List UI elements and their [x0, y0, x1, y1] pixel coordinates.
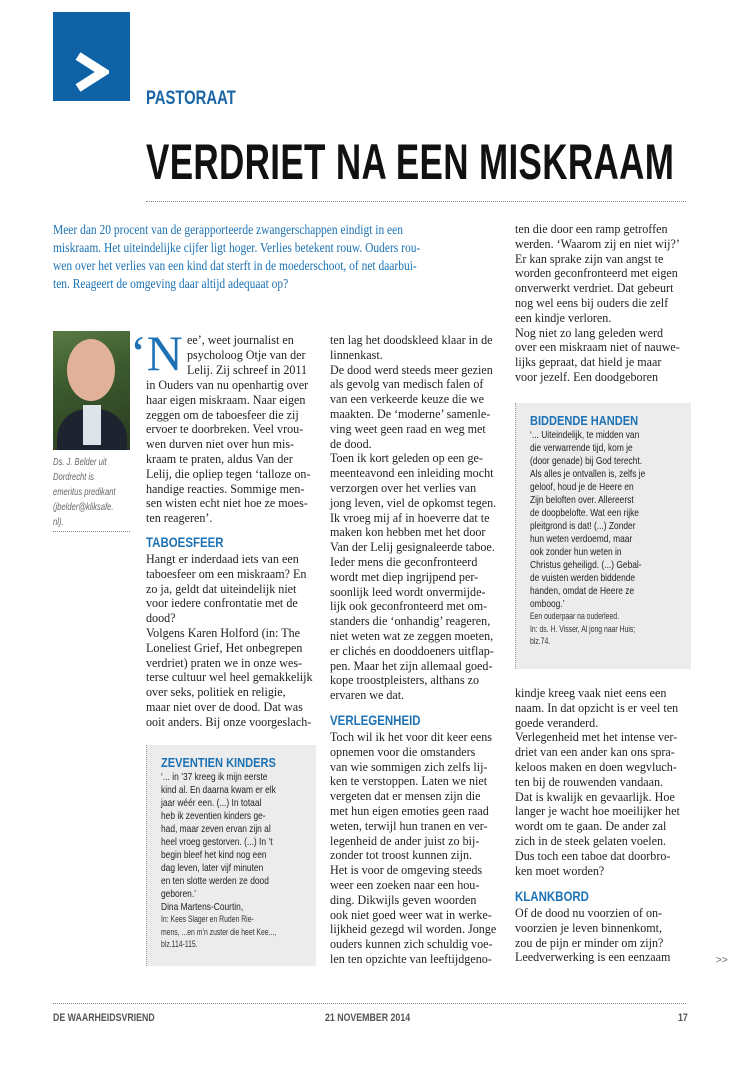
heading-taboesfeer: TABOESFEER [146, 534, 224, 550]
heading-klankbord: KLANKBORD [515, 888, 589, 904]
footer-date: 21 NOVEMBER 2014 [325, 1012, 411, 1024]
article-title: VERDRIET NA EEN MISKRAAM [146, 134, 675, 190]
drop-cap: ‘N [130, 325, 183, 381]
section-logo [53, 12, 130, 101]
intro-text: in Ouders van nu openhartig over haar eigen miskraam. Naar eigen zeggen om de taboesfeer die zij ervoer te doorbreken. Veel vrou- wen durven niet over hun mis- kraam te praten, aldus Van der Lelij, die opliep tegen ‘talloze on- handige reacties. Sommige men- sen wisten echt niet hoe ze moes- ten reageren’. [146, 377, 311, 526]
author-photo [53, 331, 130, 450]
footer-publication: DE WAARHEIDSVRIEND [53, 1012, 155, 1024]
continue-marker: >> [716, 955, 728, 966]
box-heading: BIDDENDE HANDEN [530, 413, 639, 428]
col3-text-2: kindje kreeg vaak niet eens een naam. In dat opzicht is er veel ten goede veranderd. Verlegenheid met het intense ver- driet van een ander kan ons spra- keloos maken en doen wegvluch- ten bij de rouwenden vandaan. Dat is kwalijk en gevaarlijk. Hoe langer je wacht hoe moeilijker het wordt om te gaan. De ander zal zich in de steek gelaten voelen. Dus toch een taboe dat doorbro- ken moet worden? [515, 685, 680, 878]
box-heading: ZEVENTIEN KINDERS [161, 755, 276, 770]
footer-divider [53, 1003, 686, 1004]
col2-text-2: Toch wil ik het voor dit keer eens opnemen voor die omstanders van wie sommigen zich zelfs lij- ken te verstoppen. Laten we niet vergeten dat er mensen zijn die met hun eigen emoties geen raad weten, terwijl hun tranen en ver- legenheid de ander juist zo bij- zonder tot troost kunnen zijn. Het is voor de omgeving steeds weer een zoeken naar een hou- ding. Dikwijls geven woorden ook niet goed weer wat in werke- lijkheid gezegd wil worden. Jonge ouders kunnen zich schuldig voe- len ten opzichte van leeftijdgeno- [330, 729, 497, 966]
title-divider [146, 201, 686, 202]
sidebar-box-zeventien-kinders [146, 745, 316, 966]
box-source: In: Kees Slager en Ruden Rie- mens, ...en m’n zuster die heet Kee..., blz.114-115. [161, 914, 277, 950]
heading-verlegenheid: VERLEGENHEID [330, 712, 421, 728]
section-label: PASTORAAT [146, 88, 236, 109]
author-caption: Ds. J. Belder uit Dordrecht is emeritus predikant (jbelder@kliksafe. nl). [53, 457, 116, 528]
page-number: 17 [678, 1012, 688, 1024]
caption-divider [53, 531, 130, 532]
col3-text-3: Of de dood nu voorzien of on- voorzien je leven binnenkomt, zou de pijn er minder om zijn? Leedverwerking is een eenzaam [515, 905, 671, 965]
box-source: Een ouderpaar na ouderleed. In: ds. H. Visser, Al jong naar Huis; blz.74. [530, 611, 636, 647]
sidebar-box-biddende-handen [515, 403, 691, 669]
article-lead: Meer dan 20 procent van de gerapporteerde zwangerschappen eindigt in een miskraam. Het uiteindelijke cijfer ligt hoger. Verlies betekent rouw. Ouders rou- wen over het verlies van een kind dat sterft in de moederschoot, of net daarbui- ten. Reageert de omgeving daar altijd adequaat op? [53, 223, 421, 292]
chevron-right-icon [73, 52, 109, 92]
col1-text: Hangt er inderdaad iets van een taboesfeer om een miskraam? En zo ja, geldt dat uiteindelijk niet voor iedere confrontatie met de dood? Volgens Karen Holford (in: The Loneliest Grief, Het onbegrepen verdriet) praten we in onze wes- terse cultuur wel heel gemakkelijk over seks, politiek en religie, maar niet over de dood. Dat was ooit anders. Bij onze voorgeslach- [146, 551, 313, 729]
box-quote: ‘... in ’37 kreeg ik mijn eerste kind al. En daarna kwam er elk jaar wéér een. (...) In totaal heb ik zeventien kinders ge- had, maar zeven ervan zijn al heel vroeg gestorven. (...) In ’t begin bleef het kind nog een dag leven, later vijf minuten en ten slotte werden ze dood geboren.’ Dina Martens-Courtin, [161, 771, 276, 913]
box-quote: ‘... Uiteindelijk, te midden van die verwarrende tijd, kom je (door genade) bij God terecht. Als alles je ontvallen is, zelfs je geloof, houd je de Heere en Zijn beloften over. Allereerst de doopbelofte. Wat een rijke pleitgrond is dat! (...) Zonder hun weten verdoemd, maar ook zonder hun weten in Christus geheiligd. (...) Gebal- de vuisten werden biddende handen, omdat de Heere ze omboog.’ [530, 429, 646, 610]
intro-text-indented: ee’, weet journalist en psycholoog Otje van der Lelij. Zij schreef in 2011 [187, 332, 308, 377]
col2-text: ten lag het doodskleed klaar in de linnenkast. De dood werd steeds meer gezien als gevolg van medisch falen of van een verkeerde keuze die we maakten. De ‘moderne’ samenle- ving weet geen raad en weg met de dood. Toen ik kort geleden op een ge- meenteavond een inleiding mocht verzorgen over het verlies van jong leven, viel de opkomst tegen. Ik vroeg mij af in hoeverre dat te maken kon hebben met het door Van der Lelij gesignaleerde taboe. Ieder mens die geconfronteerd wordt met diep ingrijpend per- soonlijk leed wordt onvermijde- lijk ook geconfronteerd met om- standers die ‘onhandig’ reageren, niet weten wat ze zeggen moeten, er clichés en dooddoeners uitflap- pen. Maar het zijn allemaal goed- kope troostpleisters, althans zo ervaren we dat. [330, 332, 497, 703]
col3-text: ten die door een ramp getroffen werden. ‘Waarom zij en niet wij?’ Er kan sprake zijn van angst te worden geconfronteerd met eigen onverwerkt verdriet. Dat gebeurt nog wel eens bij ouders die zelf een kindje verloren. Nog niet zo lang geleden werd over een miskraam niet of nauwe- lijks gepraat, dat hield je maar voor jezelf. Een doodgeboren [515, 221, 680, 384]
